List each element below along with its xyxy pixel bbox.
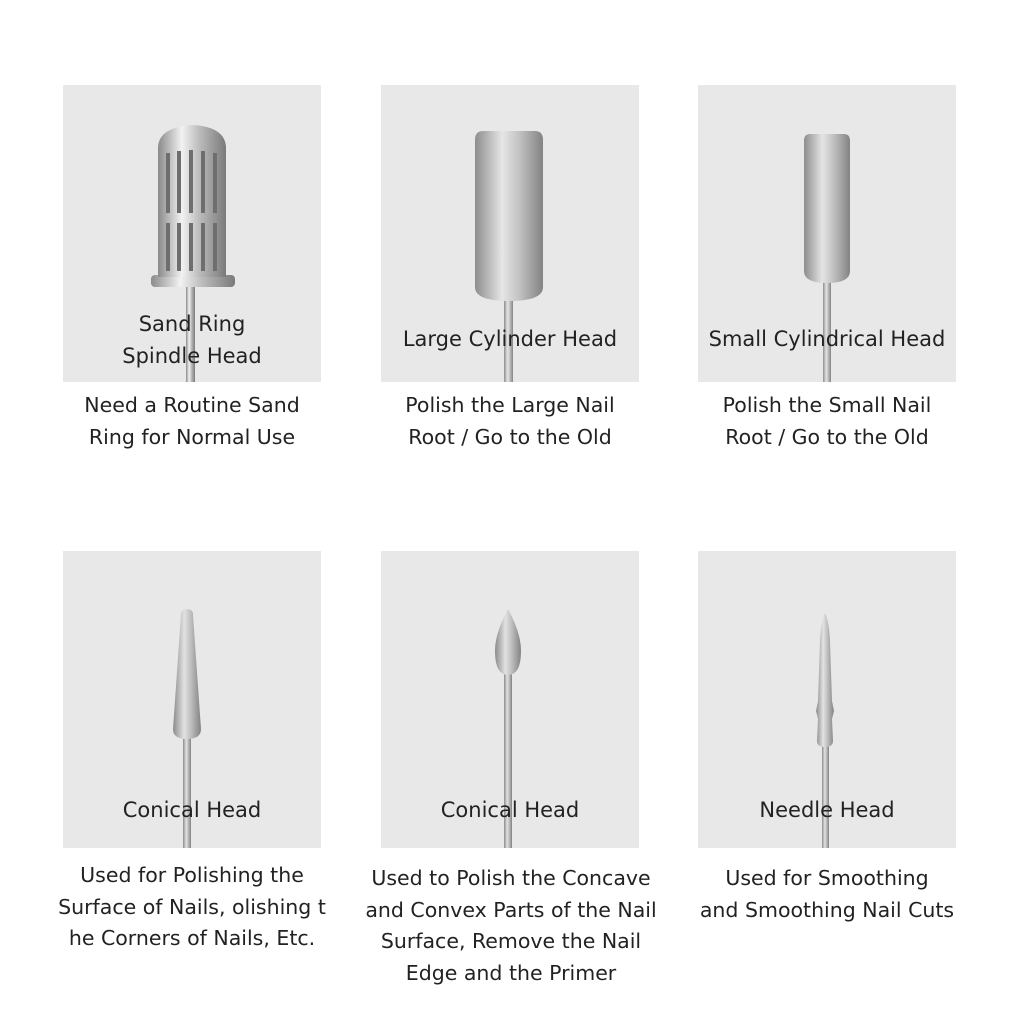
- description-line: Ring for Normal Use: [88, 424, 296, 449]
- product-image-flame-conical: [381, 551, 639, 848]
- bit-name-line: Sand Ring: [138, 312, 246, 336]
- bit-name-line: Conical Head: [440, 798, 580, 822]
- bit-description: [63, 390, 321, 453]
- description-line: he Corners of Nails, Etc.: [68, 926, 316, 950]
- description-line: Need a Routine Sand: [84, 393, 300, 417]
- bit-name-label: [698, 323, 956, 355]
- description-line: Used to Polish the Concave: [371, 866, 651, 890]
- bit-name-label: [381, 794, 639, 826]
- description-line: and Smoothing Nail Cuts: [699, 897, 955, 922]
- bit-description: [351, 863, 671, 989]
- description-line: Edge and the Primer: [405, 960, 617, 985]
- bit-description: [698, 390, 956, 453]
- description-line: Root / Go to the Old: [408, 424, 612, 449]
- bit-name-label: [63, 794, 321, 826]
- product-image-conical: [63, 551, 321, 848]
- description-line: Root / Go to the Old: [725, 424, 929, 449]
- description-line: Used for Polishing the: [80, 863, 304, 887]
- product-image-large-cylinder: [381, 85, 639, 382]
- bit-name-line: Small Cylindrical Head: [708, 327, 946, 351]
- bit-name-label: [698, 794, 956, 826]
- description-line: Surface, Remove the Nail: [380, 929, 642, 953]
- description-line: Used for Smoothing: [725, 866, 929, 890]
- description-line: and Convex Parts of the Nail: [365, 897, 657, 922]
- description-line: Surface of Nails, olishing t: [58, 894, 326, 919]
- bit-description: [43, 860, 341, 955]
- product-image-needle: [698, 551, 956, 848]
- description-line: Polish the Small Nail: [722, 393, 932, 417]
- bit-name-line: Conical Head: [122, 798, 262, 822]
- bit-name-label: [63, 308, 321, 372]
- bit-name-label: [381, 323, 639, 355]
- bit-description: [381, 390, 639, 453]
- product-image-sand-ring: [63, 85, 321, 382]
- description-line: Polish the Large Nail: [405, 393, 615, 417]
- bit-name-line: Large Cylinder Head: [402, 327, 618, 351]
- bit-name-line: Needle Head: [759, 798, 895, 822]
- product-image-small-cylinder: [698, 85, 956, 382]
- bit-description: [683, 863, 971, 926]
- bit-name-line: Spindle Head: [122, 344, 262, 368]
